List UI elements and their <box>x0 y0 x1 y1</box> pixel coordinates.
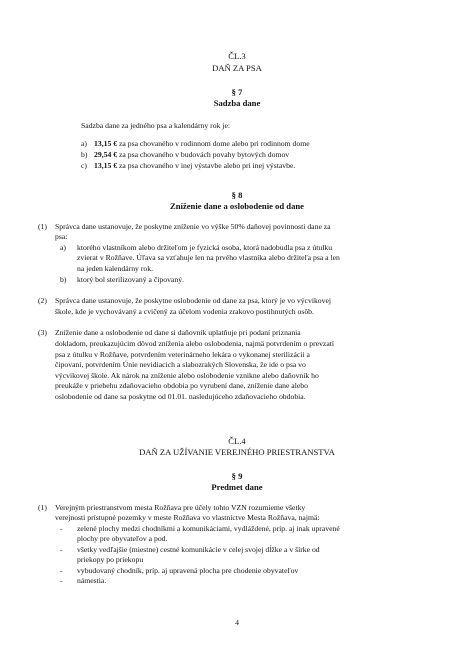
bullet-dash: - <box>60 566 63 575</box>
rate-item-a <box>94 139 310 149</box>
rate-item-c-amount: 13,15 € <box>94 161 118 170</box>
rate-item-c-text: za psa chovaného v inej výstavbe alebo pri inej výstavbe. <box>117 161 296 170</box>
rate-item-a-amount: 13,15 € <box>94 139 118 148</box>
chapter-4-title: DAŇ ZA UŽÍVANIE VEREJNÉHO PRIESTRANSTVA <box>139 447 335 457</box>
section-8-p1-b-text: ktorý bol sterilizovaný a čipovaný. <box>77 275 184 284</box>
section-8-p2-label: (2) <box>38 296 47 305</box>
bullet-item-line: vybudovaný chodník, príp. aj upravená plocha pre chodenie obyvateľov <box>77 566 299 575</box>
section-8-number: § 8 <box>231 190 243 200</box>
section-8-p3-line: oslobodenie od dane sa poskytne od 01.01. nasledujúceho zdaňovacieho obdobia. <box>55 392 306 401</box>
section-8-p1-a-line: zvierat v Rožňave. Úľava sa vzťahuje len na prvého vlastníka alebo držiteľa psa a len <box>77 253 340 262</box>
rate-item-c-label: c) <box>81 161 87 170</box>
page-number: 4 <box>235 618 239 627</box>
section-8-p2-line: Správca dane ustanovuje, že poskytne oslobodenie od dane za psa, ktorý je vo výcvikovej <box>55 296 332 305</box>
section-8-p3-line: psa z útulku v Rožňave, potvrdením veterinárneho lekára o vykonanej sterilizácii a <box>55 350 310 359</box>
section-8-p1-line: Správca dane ustanovuje, že poskytne zníženie vo výške 50% daňovej povinnosti dane za <box>55 222 331 231</box>
rate-item-b-amount: 29,54 € <box>94 150 118 159</box>
section-9-p1-label: (1) <box>38 503 47 512</box>
section-9-title: Predmet dane <box>211 482 263 492</box>
bullet-item-line: všetky vedľajšie (miestne) cestné komunikácie v celej svojej dĺžke a v šírke od <box>77 545 320 554</box>
rate-item-c <box>94 161 295 171</box>
section-8-p3-line: Zníženie dane a oslobodenie od dane si daňovník uplatňuje pri podaní priznania <box>55 328 301 337</box>
rate-item-a-label: a) <box>81 139 87 148</box>
section-8-p1-a-line: na jeden kalendárny rok. <box>77 264 153 273</box>
bullet-dash: - <box>60 524 63 533</box>
section-8-p3-line: čipovaní, potvrdením Únie nevidiacich a slabozrakých Slovenska, že ide o psa vo <box>55 360 306 369</box>
section-7-number: § 7 <box>231 87 243 97</box>
bullet-item-line: plochy pre obyvateľov a pod. <box>77 534 168 543</box>
section-8-p1-a-line: ktorého vlastníkom alebo držiteľom je fyzická osoba, ktorá nadobudla psa z útulku <box>77 243 333 252</box>
chapter-3-title: DAŇ ZA PSA <box>212 63 262 73</box>
rate-item-a-text: za psa chovaného v rodinnom dome alebo pri rodinnom dome <box>117 139 310 148</box>
section-9-p1-line: verejnosti prístupné pozemky v meste Rožňava vo vlastníctve Mesta Rožňava, najmä: <box>55 513 320 522</box>
section-8-p3-label: (3) <box>38 328 47 337</box>
rate-item-b-label: b) <box>81 150 88 159</box>
section-8-p2-line: škole, kde je vychovávaný a cvičený za účelom vodenia zrakovo postihnutých osôb. <box>55 307 314 316</box>
bullet-item-line: námestia. <box>77 576 107 585</box>
section-8-p1-label: (1) <box>38 222 47 231</box>
section-8-p1-b-label: b) <box>60 275 67 284</box>
chapter-4-number: ČL.4 <box>228 436 246 446</box>
rate-intro: Sadzba dane za jedného psa a kalendárny rok je: <box>81 121 230 130</box>
section-7-title: Sadzba dane <box>213 98 261 108</box>
section-8-p3-line: preukáže v priebehu zdaňovacieho obdobia po vyrubení dane, zníženie dane alebo <box>55 381 308 390</box>
rate-item-b <box>94 150 289 160</box>
bullet-dash: - <box>60 576 63 585</box>
bullet-item-line: zelené plochy medzi chodníkmi a komunikáciami, vydláždené, príp. aj inak upravené <box>77 524 340 533</box>
section-8-p3-line: výcvikovej škole. Ak nárok na zníženie alebo oslobodenie vznikne alebo daňovník ho <box>55 371 319 380</box>
section-9-number: § 9 <box>231 471 243 481</box>
bullet-dash: - <box>60 545 63 554</box>
rate-item-b-text: za psa chovaného v budovách povahy bytových domov <box>117 150 290 159</box>
section-8-p3-line: dokladom, preukazujúcim dôvod zníženia alebo oslobodenia, najmä potvrdením o prevzatí <box>55 339 335 348</box>
section-8-p1-a-label: a) <box>60 243 66 252</box>
bullet-item-line: priekopy po priekopu <box>77 555 144 564</box>
section-8-title: Zníženie dane a oslobodenie od dane <box>170 201 304 211</box>
section-9-p1-line: Verejným priestranstvom mesta Rožňava pre účely tohto VZN rozumieme všetky <box>55 503 306 512</box>
section-8-p1-line: psa: <box>55 232 68 241</box>
chapter-3-number: ČL.3 <box>228 51 246 61</box>
